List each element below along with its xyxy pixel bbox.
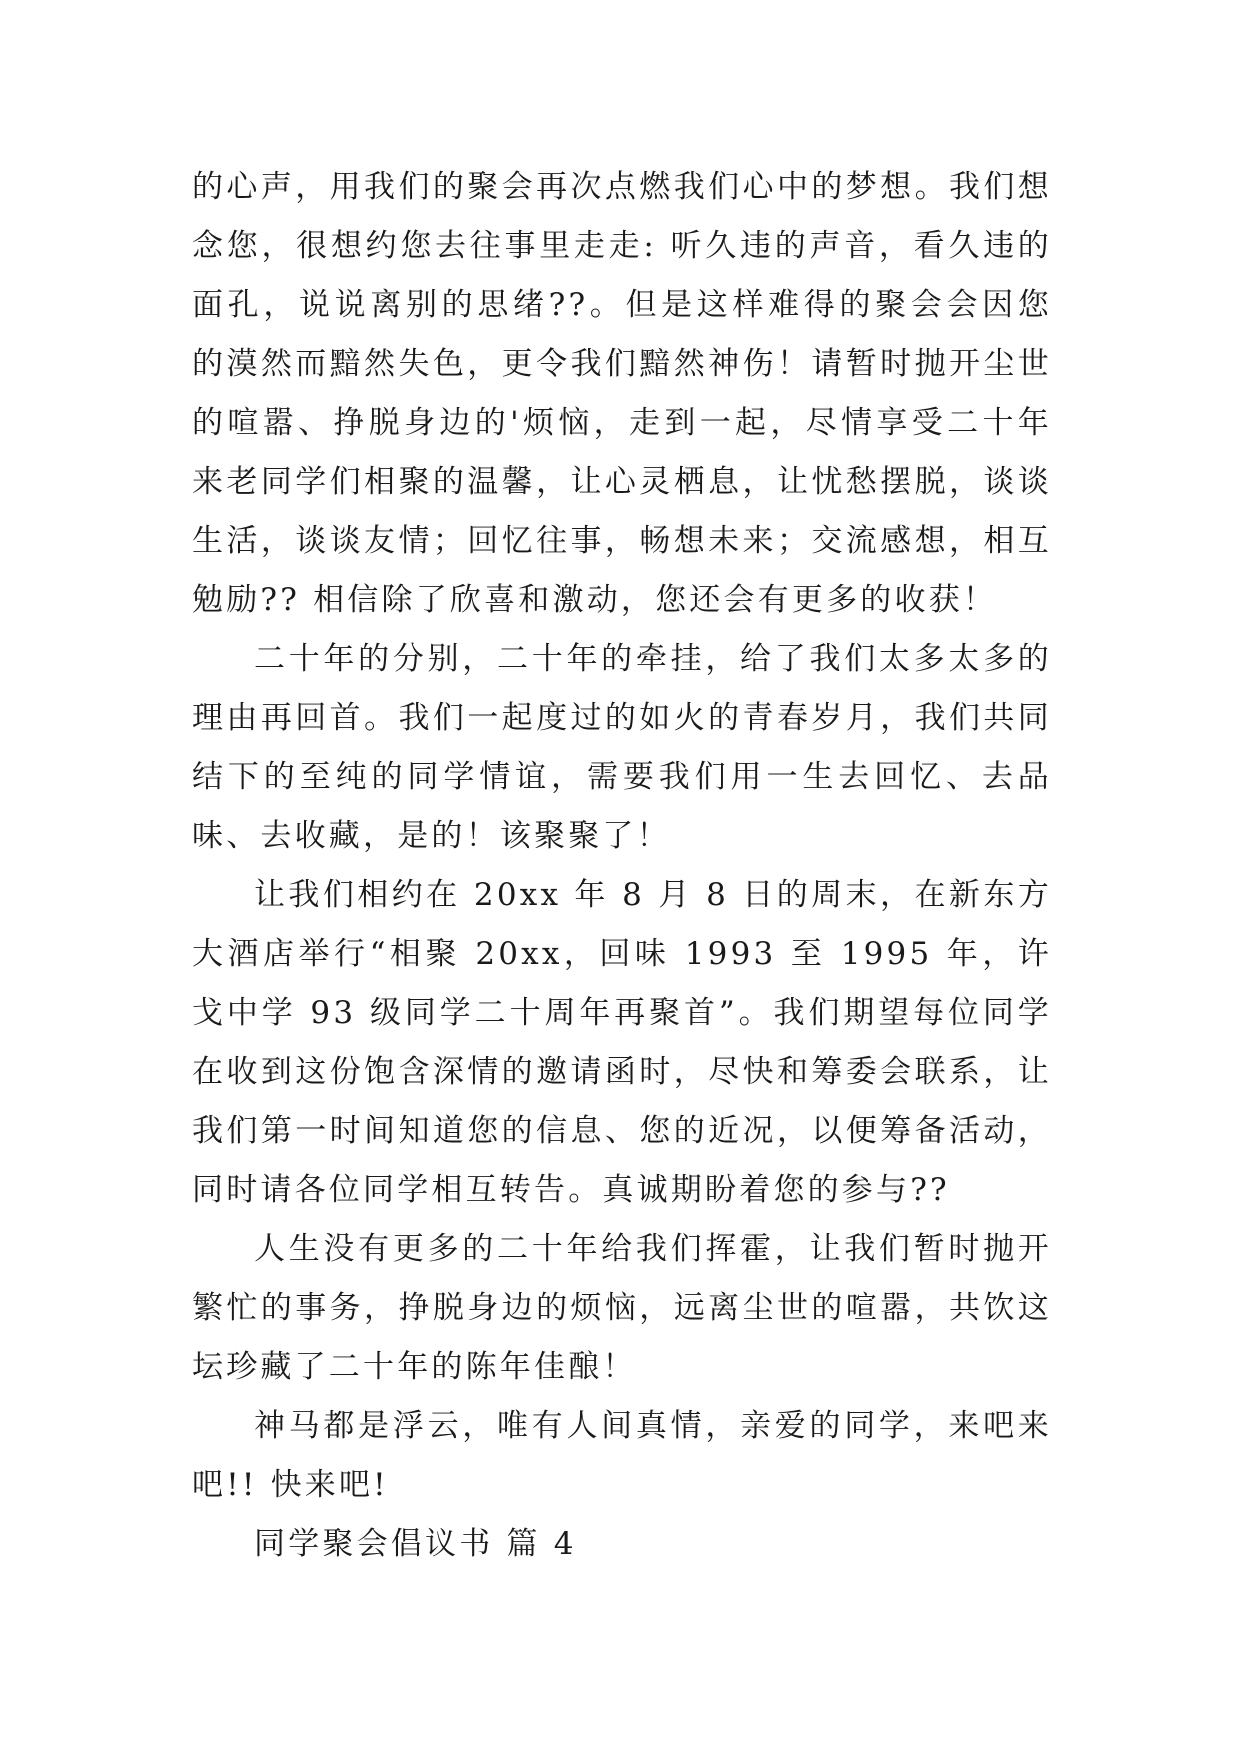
paragraph-closing: 神马都是浮云，唯有人间真情，亲爱的同学，来吧来吧!! 快来吧! (192, 1408, 1052, 1503)
paragraph-life: 人生没有更多的二十年给我们挥霍，让我们暂时抛开繁忙的事务，挣脱身边的烦恼，远离尘世的喧嚣，共饮这坛珍藏了二十年的陈年佳酿！ (192, 1231, 1052, 1385)
paragraph-twenty-years: 二十年的分别，二十年的牵挂，给了我们太多太多的理由再回首。我们一起度过的如火的青春岁月，我们共同结下的至纯的同学情谊，需要我们用一生去回忆、去品味、去收藏，是的！该聚聚了！ (192, 641, 1052, 854)
section-heading: 同学聚会倡议书 篇 4 (254, 1526, 577, 1562)
paragraph-continuation: 的心声，用我们的聚会再次点燃我们心中的梦想。我们想念您，很想约您去往事里走走: 听久违的声音，看久违的面孔，说说离别的思绪??。但是这样难得的聚会会因您的漠然而黯然失色，更令我们黯然神伤！请暂时抛开尘世的喧嚣、挣脱身边的'烦恼，走到一起，尽情享受二十年来老同学们相聚的温馨，让心灵栖息，让忧愁摆脱，谈谈生活，谈谈友情；回忆往事，畅想未来；交流感想，相互勉励?? 相信除了欣喜和激动，您还会有更多的收获！ (192, 169, 1052, 618)
document-body (192, 158, 1052, 1574)
paragraph-meeting-invitation: 让我们相约在 20xx 年 8 月 8 日的周末，在新东方大酒店举行“相聚 20xx，回味 1993 至 1995 年，许戈中学 93 级同学二十周年再聚首”。我们期望每位同学在收到这份饱含深情的邀请函时，尽快和筹委会联系，让我们第一时间知道您的信息、您的近况，以便筹备活动，同时请各位同学相互转告。真诚期盼着您的参与?? (192, 877, 1052, 1208)
